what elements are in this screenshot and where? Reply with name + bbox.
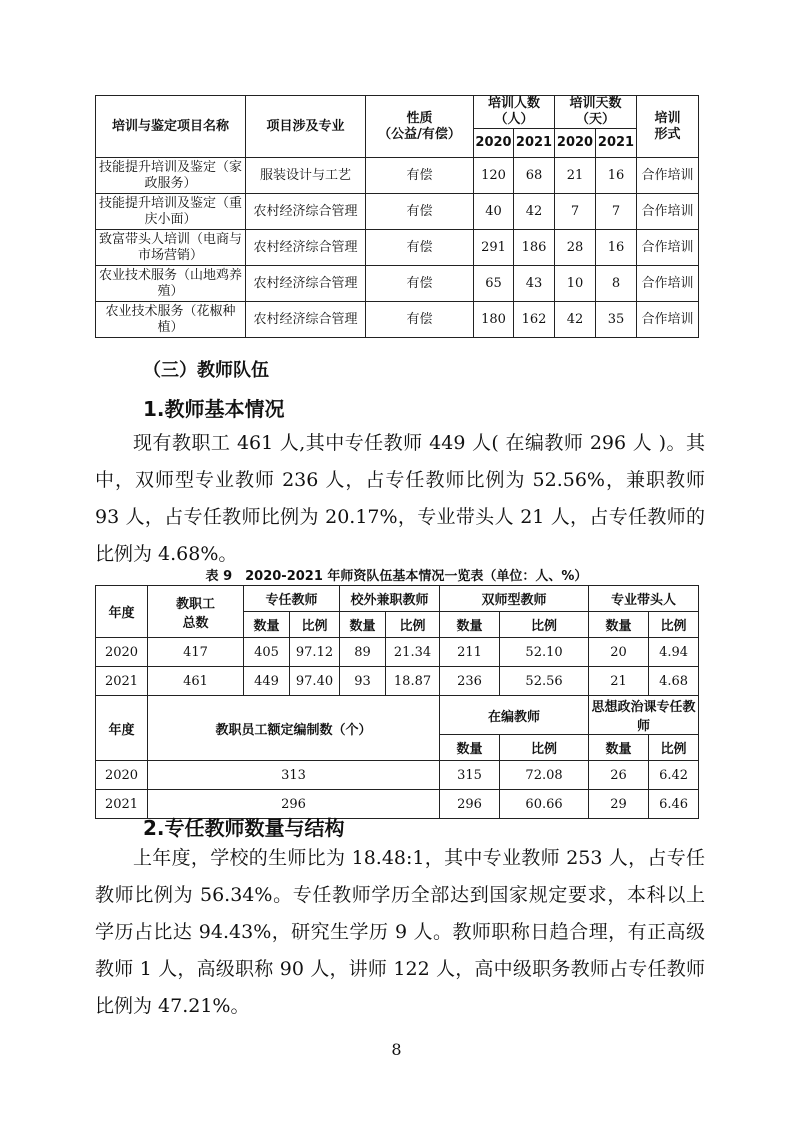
cell-project-name: 致富带头人培训（电商与市场营销） — [96, 230, 246, 266]
header-onstaff: 在编教师 — [440, 696, 589, 735]
table-row — [96, 230, 699, 266]
cell-year: 2021 — [96, 790, 148, 819]
cell-people-2020: 291 — [474, 230, 514, 266]
cell-people-2020: 65 — [474, 266, 514, 302]
subheading-teacher-basics: 1.教师基本情况 — [143, 397, 285, 421]
cell-people-2020: 180 — [474, 302, 514, 338]
cell-days-2021: 16 — [596, 158, 637, 194]
cell-year: 2020 — [96, 761, 148, 790]
cell-nature: 有偿 — [366, 158, 474, 194]
cell-people-2021: 68 — [514, 158, 555, 194]
table-row — [96, 302, 699, 338]
header-staff-total — [148, 586, 244, 638]
header-days — [555, 96, 637, 129]
header-ratio: 比例 — [500, 612, 589, 638]
header-leader: 专业带头人 — [589, 586, 699, 612]
cell-project-name: 农业技术服务（花椒种植） — [96, 302, 246, 338]
cell-project-name: 技能提升培训及鉴定（家政服务） — [96, 158, 246, 194]
header-people — [474, 96, 555, 129]
cell-onstaff-count: 315 — [440, 761, 500, 790]
cell-people-2020: 120 — [474, 158, 514, 194]
cell-nature: 有偿 — [366, 194, 474, 230]
training-table — [95, 95, 699, 338]
header-year: 年度 — [96, 586, 148, 638]
cell-staff: 461 — [148, 667, 244, 696]
cell-parttime-ratio: 18.87 — [386, 667, 440, 696]
cell-dual-ratio: 52.56 — [500, 667, 589, 696]
cell-project-name: 农业技术服务（山地鸡养殖） — [96, 266, 246, 302]
cell-nature: 有偿 — [366, 230, 474, 266]
header-ratio: 比例 — [649, 735, 699, 761]
header-ratio: 比例 — [500, 735, 589, 761]
table-row — [96, 638, 699, 667]
cell-people-2021: 162 — [514, 302, 555, 338]
header-nature — [366, 96, 474, 158]
paragraph-teacher-basics: 现有教职工 461 人,其中专任教师 449 人( 在编教师 296 人 )。其中，双师型专业教师 236 人，占专任教师比例为 52.56%，兼职教师 93 人，占专任教师比例为 20.17%，专业带头人 21 人，占专任教师的比例为 4.68%。 — [95, 432, 705, 565]
cell-nature: 有偿 — [366, 266, 474, 302]
cell-major: 服装设计与工艺 — [246, 158, 366, 194]
header-project-name: 培训与鉴定项目名称 — [96, 96, 246, 158]
subheading-fulltime-structure: 2.专任教师数量与结构 — [143, 816, 345, 840]
table-row — [96, 266, 699, 302]
page-number: 8 — [391, 1040, 402, 1059]
cell-people-2021: 42 — [514, 194, 555, 230]
header-people-2021: 2021 — [514, 129, 555, 158]
header-dual: 双师型教师 — [440, 586, 589, 612]
faculty-table — [95, 585, 699, 819]
cell-major: 农村经济综合管理 — [246, 194, 366, 230]
cell-dual-count: 211 — [440, 638, 500, 667]
cell-staff: 417 — [148, 638, 244, 667]
cell-year: 2020 — [96, 638, 148, 667]
cell-leader-ratio: 4.68 — [649, 667, 699, 696]
cell-days-2021: 7 — [596, 194, 637, 230]
header-count: 数量 — [244, 612, 290, 638]
header-count: 数量 — [340, 612, 386, 638]
header-fulltime: 专任教师 — [244, 586, 340, 612]
cell-dual-count: 236 — [440, 667, 500, 696]
cell-days-2020: 21 — [555, 158, 596, 194]
cell-major: 农村经济综合管理 — [246, 230, 366, 266]
header-people-text: 培训人数 （人） — [488, 96, 541, 127]
header-parttime: 校外兼职教师 — [340, 586, 440, 612]
cell-onstaff-ratio: 60.66 — [500, 790, 589, 819]
cell-days-2021: 35 — [596, 302, 637, 338]
header-count: 数量 — [589, 735, 649, 761]
section-heading: （三）教师队伍 — [143, 360, 269, 381]
header-year-2: 年度 — [96, 696, 148, 761]
cell-quota: 313 — [148, 761, 440, 790]
header-ratio: 比例 — [386, 612, 440, 638]
header-days-2020: 2020 — [555, 129, 596, 158]
header-count: 数量 — [440, 735, 500, 761]
cell-nature: 有偿 — [366, 302, 474, 338]
header-count: 数量 — [589, 612, 649, 638]
cell-form: 合作培训 — [637, 158, 699, 194]
cell-political-ratio: 6.42 — [649, 761, 699, 790]
cell-quota: 296 — [148, 790, 440, 819]
cell-days-2020: 7 — [555, 194, 596, 230]
cell-major: 农村经济综合管理 — [246, 266, 366, 302]
cell-fulltime-ratio: 97.12 — [290, 638, 340, 667]
cell-fulltime-count: 405 — [244, 638, 290, 667]
header-form-text: 培训 形式 — [654, 110, 681, 142]
paragraph-fulltime-structure: 上年度，学校的生师比为 18.48:1，其中专业教师 253 人，占专任教师比例为 56.34%。专任教师学历全部达到国家规定要求，本科以上学历占比达 94.43%，研究生学历 9 人。教师职称日趋合理，有正高级教师 1 人，高级职称 90 人，讲师 122 人，高中级职务教师占专任教师比例为 47.21%。 — [95, 847, 705, 1017]
cell-fulltime-ratio: 97.40 — [290, 667, 340, 696]
table-row — [96, 667, 699, 696]
cell-political-count: 29 — [589, 790, 649, 819]
cell-form: 合作培训 — [637, 266, 699, 302]
cell-project-name: 技能提升培训及鉴定（重庆小面） — [96, 194, 246, 230]
cell-people-2020: 40 — [474, 194, 514, 230]
cell-days-2020: 42 — [555, 302, 596, 338]
cell-dual-ratio: 52.10 — [500, 638, 589, 667]
cell-political-ratio: 6.46 — [649, 790, 699, 819]
table-caption: 表 9 2020-2021 年师资队伍基本情况一览表（单位：人、%） — [205, 569, 588, 584]
header-quota: 教职员工额定编制数（个） — [148, 696, 440, 761]
cell-leader-ratio: 4.94 — [649, 638, 699, 667]
cell-days-2020: 28 — [555, 230, 596, 266]
header-ratio: 比例 — [649, 612, 699, 638]
header-count: 数量 — [440, 612, 500, 638]
cell-parttime-count: 93 — [340, 667, 386, 696]
table-row — [96, 761, 699, 790]
header-ratio: 比例 — [290, 612, 340, 638]
cell-parttime-ratio: 21.34 — [386, 638, 440, 667]
cell-days-2020: 10 — [555, 266, 596, 302]
cell-parttime-count: 89 — [340, 638, 386, 667]
header-form — [637, 96, 699, 158]
cell-onstaff-count: 296 — [440, 790, 500, 819]
header-major: 项目涉及专业 — [246, 96, 366, 158]
table-row — [96, 158, 699, 194]
header-days-text: 培训天数 （天） — [569, 96, 622, 127]
cell-leader-count: 20 — [589, 638, 649, 667]
cell-form: 合作培训 — [637, 230, 699, 266]
table-row — [96, 194, 699, 230]
cell-days-2021: 16 — [596, 230, 637, 266]
header-staff-total-text: 教职工 总数 — [175, 596, 215, 631]
cell-year: 2021 — [96, 667, 148, 696]
cell-people-2021: 43 — [514, 266, 555, 302]
header-people-2020: 2020 — [474, 129, 514, 158]
cell-fulltime-count: 449 — [244, 667, 290, 696]
cell-days-2021: 8 — [596, 266, 637, 302]
cell-form: 合作培训 — [637, 194, 699, 230]
cell-major: 农村经济综合管理 — [246, 302, 366, 338]
cell-political-count: 26 — [589, 761, 649, 790]
header-nature-text: 性质 （公益/有偿） — [378, 110, 461, 142]
header-political: 思想政治课专任教师 — [589, 696, 699, 735]
header-days-2021: 2021 — [596, 129, 637, 158]
cell-leader-count: 21 — [589, 667, 649, 696]
cell-people-2021: 186 — [514, 230, 555, 266]
cell-onstaff-ratio: 72.08 — [500, 761, 589, 790]
cell-form: 合作培训 — [637, 302, 699, 338]
